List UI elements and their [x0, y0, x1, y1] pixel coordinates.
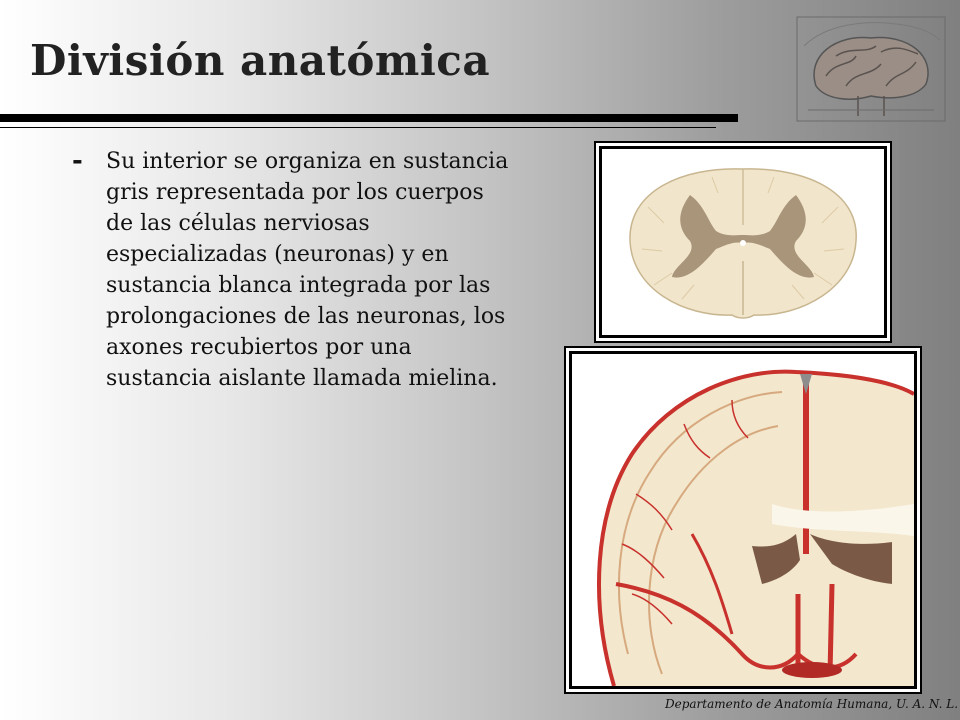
bullet-marker: - — [72, 146, 83, 176]
brain-section-icon — [572, 354, 914, 686]
title-rule-thick — [0, 114, 738, 122]
brain-section-image — [569, 351, 917, 689]
footer-credit: Departamento de Anatomía Humana, U. A. N. L. — [665, 697, 959, 711]
spinal-cord-image — [599, 146, 887, 338]
bullet-text: Su interior se organiza en sustancia gris representada por los cuerpos de las células nerviosas especializadas (neuronas) y en sustancia blanca integrada por las prolongaciones de las neuronas, los axones recubiertos por una sustancia aislante llamada mielina. — [106, 149, 509, 391]
slide-title: División anatómica — [30, 36, 491, 85]
title-rule-thin — [0, 127, 716, 128]
spinal-cord-icon — [602, 149, 884, 335]
department-logo — [796, 16, 946, 122]
logo-brain-icon — [796, 16, 946, 122]
